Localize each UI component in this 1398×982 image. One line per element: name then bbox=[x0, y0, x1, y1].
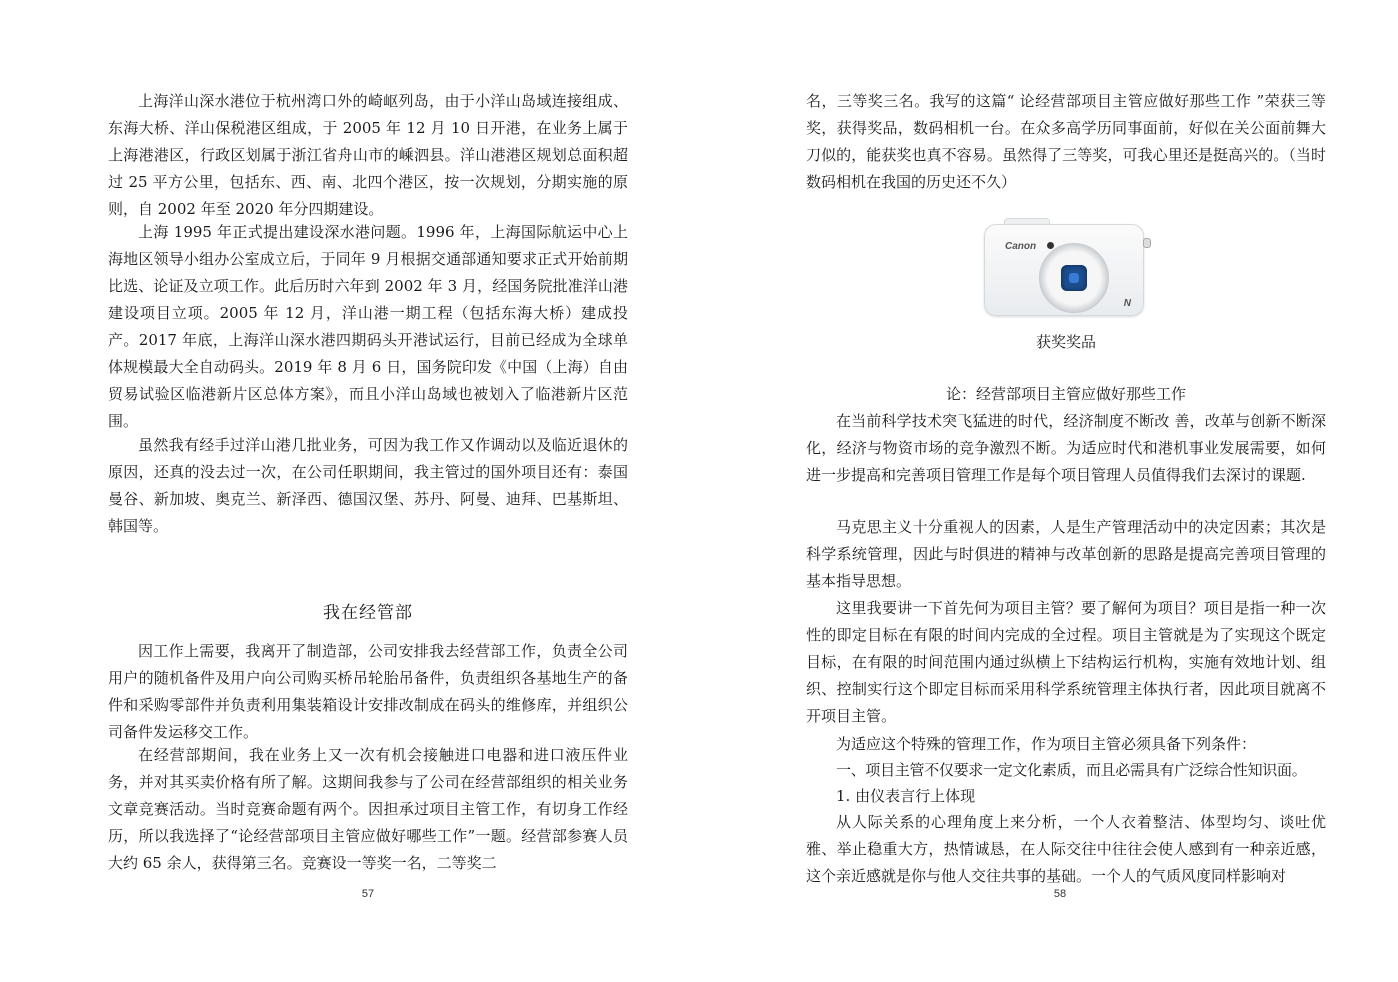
image-caption: 获奖奖品 bbox=[1035, 333, 1096, 351]
right-page bbox=[806, 0, 1326, 982]
camera-flash bbox=[1047, 242, 1054, 249]
section-title: 我在经管部 bbox=[323, 603, 413, 623]
camera-photo bbox=[976, 218, 1151, 318]
left-page bbox=[108, 0, 628, 982]
paragraph: 为适应这个特殊的管理工作，作为项目主管必须具备下列条件： bbox=[836, 735, 1257, 753]
paragraph: 上海洋山深水港位于杭州湾口外的崎岖列岛，由于小洋山岛域连接组成、东海大桥、洋山保税港区组成，于 2005 年 12 月 10 日开港，在业务上属于上海港港区，行政区划属于浙江省舟山市的嵊泗县。洋山港港区规划总面积超过 25 平方公里，包括东、西、南、北四个港区，按一次规划，分期实施的原则，自 2002 年至 2020 年分四期建设。 bbox=[108, 92, 628, 218]
camera-lens-reflection bbox=[1069, 273, 1079, 283]
paragraph: 马克思主义十分重视人的因素，人是生产管理活动中的决定因素；其次是科学系统管理，因此与时俱进的精神与改革创新的思路是提高完善项目管理的基本指导思想。 bbox=[806, 518, 1326, 590]
paragraph: 在当前科学技术突飞猛进的时代，经济制度不断改 善，改革与创新不断深化，经济与物资市场的竞争激烈不断。为适应时代和港机事业发展需要，如何进一步提高和完善项目管理工作是每个项目管理人员值得我们去深讨的课题. bbox=[806, 412, 1326, 484]
paragraph: 名，三等奖三名。我写的这篇“ 论经营部项目主管应做好那些工作 ”荣获三等奖，获得奖品，数码相机一台。在众多高学历同事面前，好似在关公面前舞大刀似的，能获奖也真不容易。虽然得了三等奖，可我心里还是挺高兴的。（当时数码相机在我国的历史还不久） bbox=[806, 92, 1326, 191]
page-number: 58 bbox=[1053, 888, 1067, 900]
paragraph: 因工作上需要，我离开了制造部，公司安排我去经营部工作，负责全公司用户的随机备件及用户向公司购买桥吊轮胎吊备件，负责组织各基地生产的备件和采购零部件并负责利用集装箱设计安排改制成在码头的维修库，并组织公司备件发运移交工作。 bbox=[108, 642, 628, 741]
paragraph: 虽然我有经手过洋山港几批业务，可因为我工作又作调动以及临近退休的原因，还真的没去过一次，在公司任职期间，我主管过的国外项目还有：泰国曼谷、新加坡、奥克兰、新泽西、德国汉堡、苏丹、阿曼、迪拜、巴基斯坦、韩国等。 bbox=[108, 436, 628, 535]
paragraph: 这里我要讲一下首先何为项目主管？要了解何为项目？项目是指一种一次性的即定目标在有限的时间内完成的全过程。项目主管就是为了实现这个既定目标，在有限的时间范围内通过纵横上下结构运行机构，实施有效地计划、组织、控制实行这个即定目标而采用科学系统管理主体执行者，因此项目就离不开项目主管。 bbox=[806, 599, 1326, 725]
paragraph: 在经营部期间，我在业务上又一次有机会接触进口电器和进口液压件业务，并对其买卖价格有所了解。这期间我参与了公司在经营部组织的相关业务文章竞赛活动。当时竞赛命题有两个。因担承过项目主管工作，有切身工作经历，所以我选择了“论经营部项目主管应做好哪些工作”一题。经营部参赛人员大约 65 余人，获得第三名。竞赛设一等奖一名，二等奖二 bbox=[108, 746, 628, 872]
paragraph: 1. 由仪表言行上体现 bbox=[836, 787, 976, 805]
camera-body bbox=[984, 224, 1144, 316]
paragraph: 一、项目主管不仅要求一定文化素质，而且必需具有广泛综合性知识面。 bbox=[836, 761, 1307, 779]
essay-title: 论：经营部项目主管应做好那些工作 bbox=[945, 385, 1186, 403]
camera-lens-glass bbox=[1061, 265, 1087, 291]
camera-lens bbox=[1039, 243, 1109, 313]
page-number: 57 bbox=[361, 888, 375, 900]
paragraph: 从人际关系的心理角度上来分析，一个人衣着整洁、体型均匀、谈吐优雅、举止稳重大方，热情诚恳，在人际交往中往往会使人感到有一种亲近感，这个亲近感就是你与他人交往共事的基础。一个人的气质风度同样影响对 bbox=[806, 813, 1326, 885]
camera-strap-loop bbox=[1143, 238, 1151, 248]
camera-model-mark: N bbox=[1123, 298, 1131, 309]
camera-brand: Canon bbox=[1005, 241, 1037, 252]
paragraph: 上海 1995 年正式提出建设深水港问题。1996 年，上海国际航运中心上海地区领导小组办公室成立后，于同年 9 月根据交通部通知要求正式开始前期比选、论证及立项工作。此后历时六年到 2002 年 3 月，经国务院批准洋山港建设项目立项。2005 年 12 月，洋山港一期工程（包括东海大桥）建成投产。2017 年底，上海洋山深水港四期码头开港试运行，目前已经成为全球单体规模最大全自动码头。2019 年 8 月 6 日，国务院印发《中国（上海）自由贸易试验区临港新片区总体方案》，而且小洋山岛域也被划入了临港新片区范围。 bbox=[108, 223, 628, 430]
